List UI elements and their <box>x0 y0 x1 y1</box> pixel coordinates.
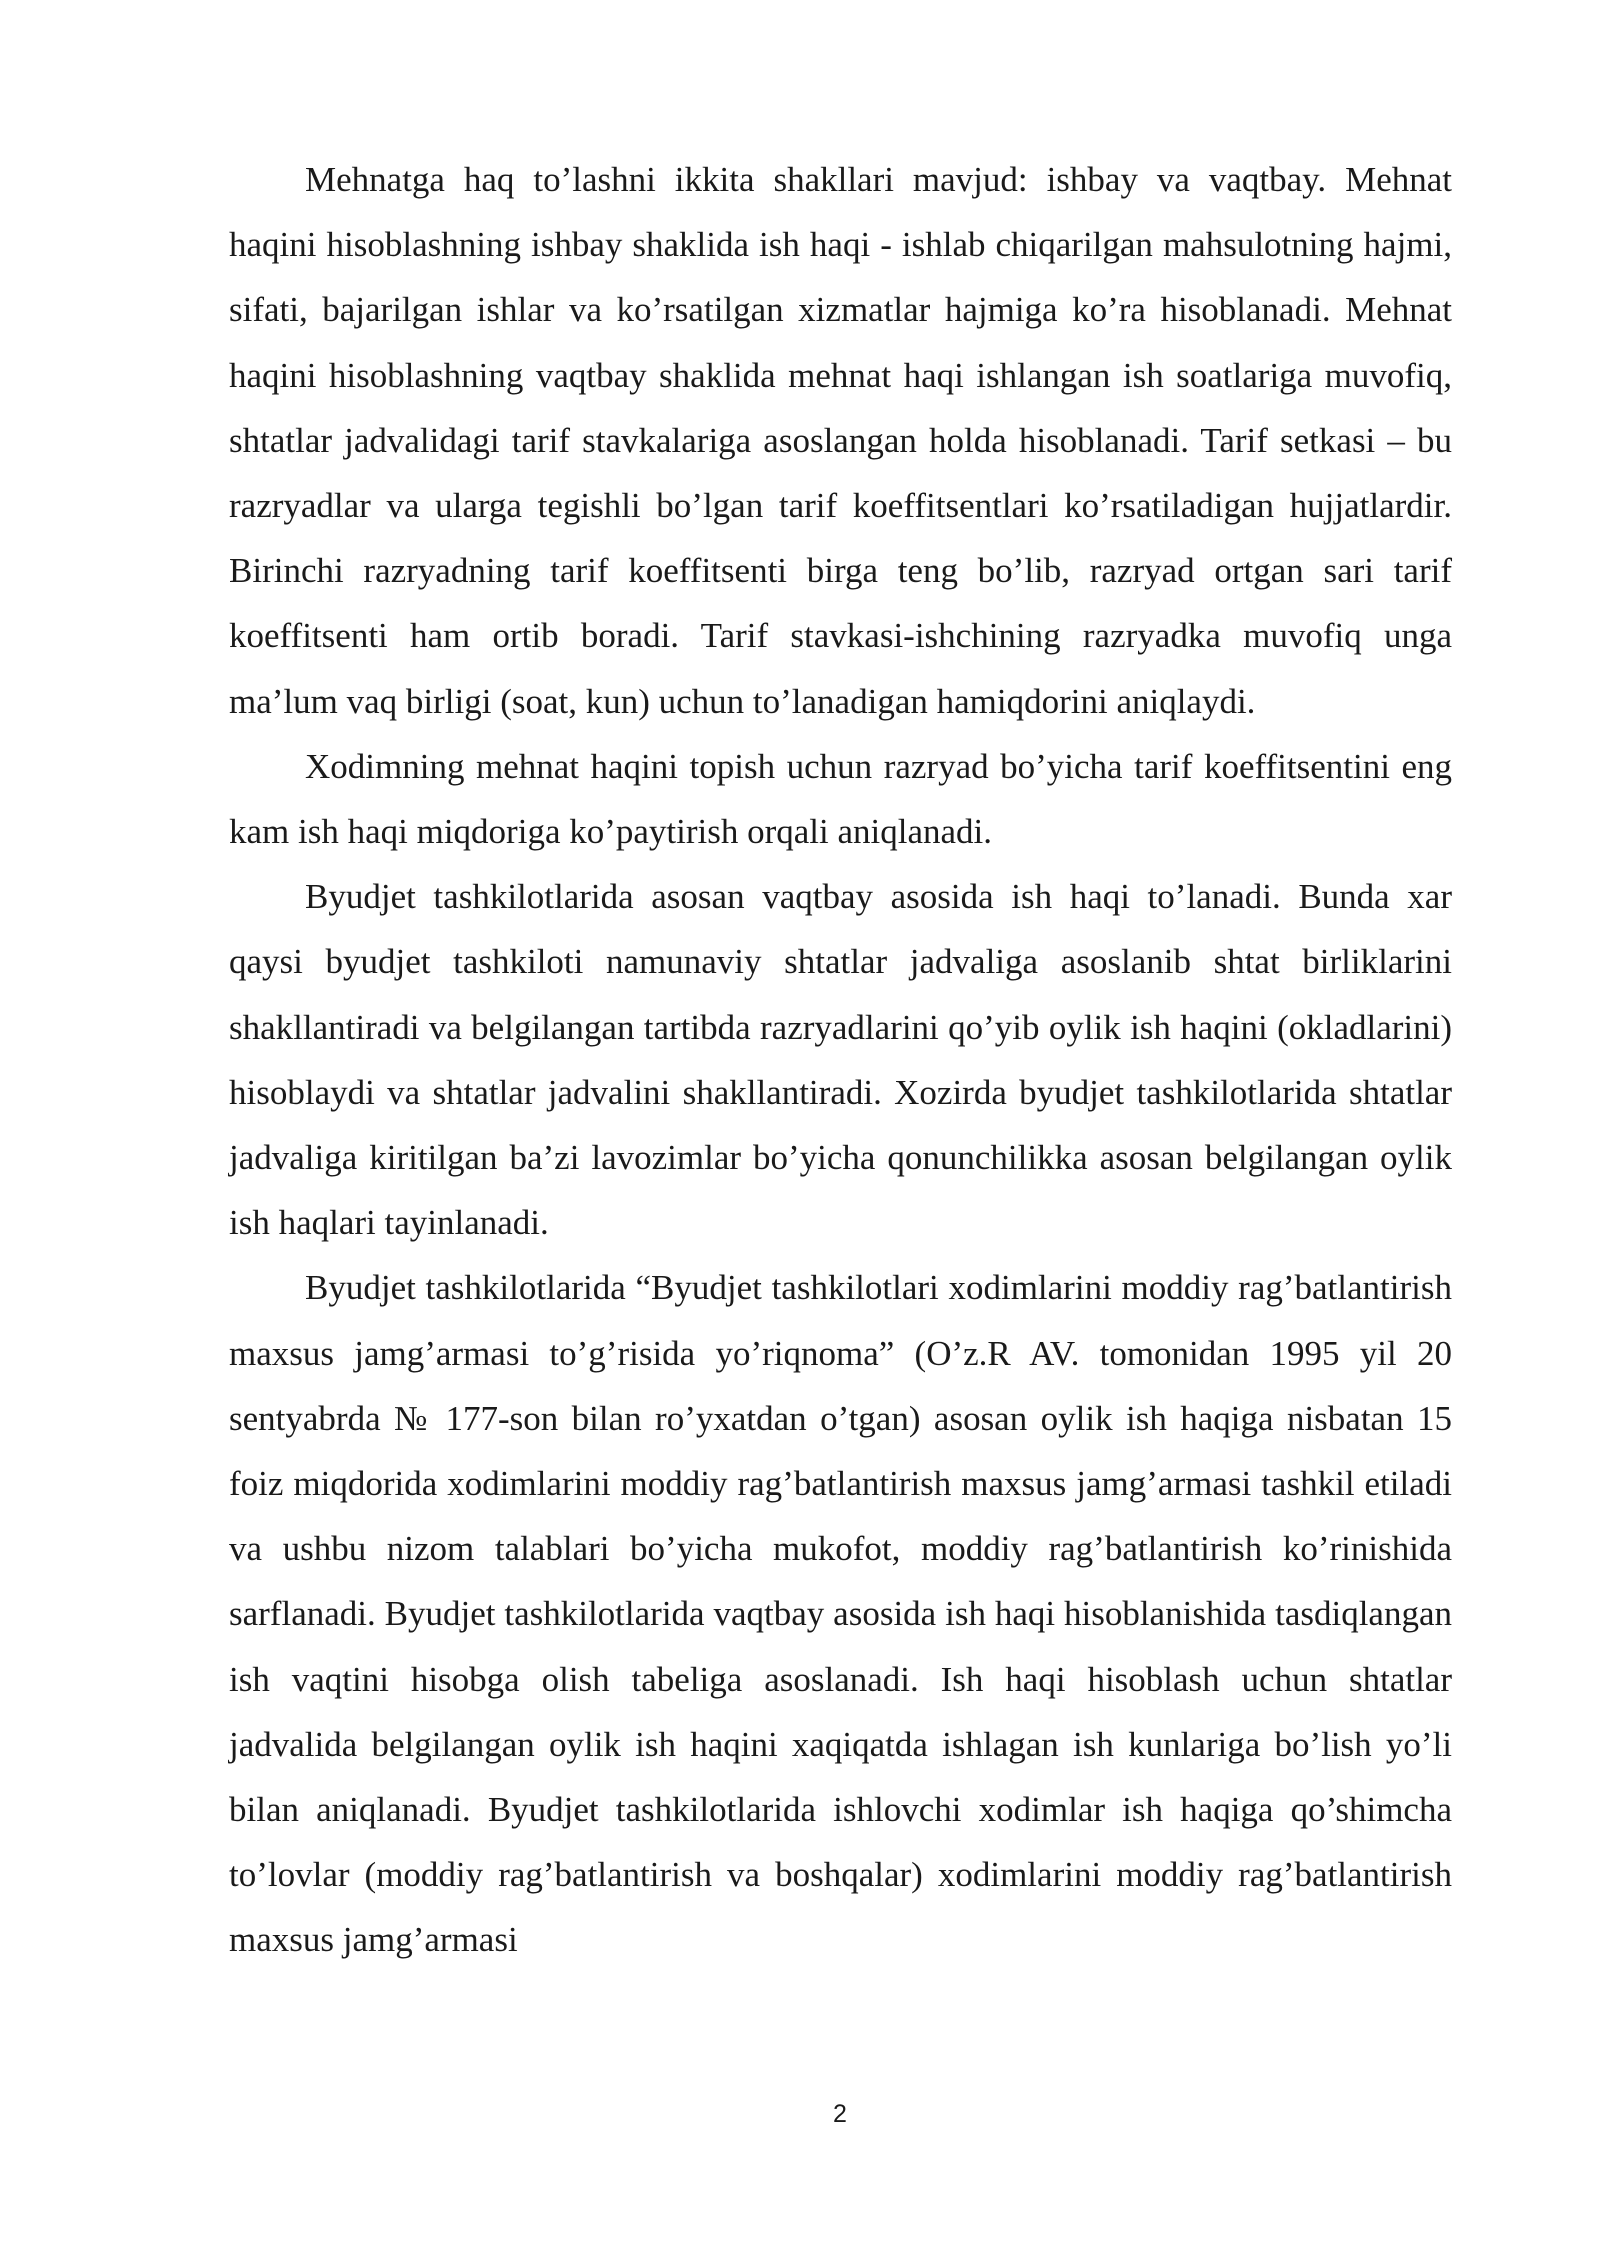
paragraph-budget-time-based: Byudjet tashkilotlarida asosan vaqtbay asosida ish haqi to’lanadi. Bunda xar qaysi byudjet tashkiloti namunaviy shtatlar jadvaliga asoslanib shtat birliklarini shakllantiradi va belgilangan tartibda razryadlarini qo’yib oylik ish haqini (okladlarini) hisoblaydi va shtatlar jadvalini shakllantiradi. Xozirda byudjet tashkilotlarida shtatlar jadvaliga kiritilgan ba’zi lavozimlar bo’yicha qonunchilikka asosan belgilangan oylik ish haqlari tayinlanadi. <box>229 877 1452 1243</box>
page-number: 2 <box>833 2100 847 2128</box>
body-text <box>229 147 1452 1973</box>
paragraph-wage-forms: Mehnatga haq to’lashni ikkita shakllari mavjud: ishbay va vaqtbay. Mehnat haqini hisoblashning ishbay shaklida ish haqi - ishlab chiqarilgan mahsulotning hajmi, sifati, bajarilgan ishlar va ko’rsatilgan xizmatlar hajmiga ko’ra hisoblanadi. Mehnat haqini hisoblashning vaqtbay shaklida mehnat haqi ishlangan ish soatlariga muvofiq, shtatlar jadvalidagi tarif stavkalariga asoslangan holda hisoblanadi. Tarif setkasi – bu razryadlar va ularga tegishli bo’lgan tarif koeffitsentlari ko’rsatiladigan hujjatlardir. Birinchi razryadning tarif koeffitsenti birga teng bo’lib, razryad ortgan sari tarif koeffitsenti ham ortib boradi. Tarif stavkasi-ishchining razryadka muvofiq unga ma’lum vaq birligi (soat, kun) uchun to’lanadigan hamiqdorini aniqlaydi. <box>229 160 1452 721</box>
paragraph-employee-wage: Xodimning mehnat haqini topish uchun razryad bo’yicha tarif koeffitsentini eng kam ish haqi miqdoriga ko’paytirish orqali aniqlanadi. <box>229 746 1452 852</box>
paragraph-incentive-fund: Byudjet tashkilotlarida “Byudjet tashkilotlari xodimlarini moddiy rag’batlantirish maxsus jamg’armasi to’g’risida yo’riqnoma” (O’z.R AV. tomonidan 1995 yil 20 sentyabrda № 177-son bilan ro’yxatdan o’tgan) asosan oylik ish haqiga nisbatan 15 foiz miqdorida xodimlarini moddiy rag’batlantirish maxsus jamg’armasi tashkil etiladi va ushbu nizom talablari bo’yicha mukofot, moddiy rag’batlantirish ko’rinishida sarflanadi. Byudjet tashkilotlarida vaqtbay asosida ish haqi hisoblanishida tasdiqlangan ish vaqtini hisobga olish tabeliga asoslanadi. Ish haqi hisoblash uchun shtatlar jadvalida belgilangan oylik ish haqini xaqiqatda ishlagan ish kunlariga bo’lish yo’li bilan aniqlanadi. Byudjet tashkilotlarida ishlovchi xodimlar ish haqiga qo’shimcha to’lovlar (moddiy rag’batlantirish va boshqalar) xodimlarini moddiy rag’batlantirish maxsus jamg’armasi <box>229 1268 1452 1960</box>
